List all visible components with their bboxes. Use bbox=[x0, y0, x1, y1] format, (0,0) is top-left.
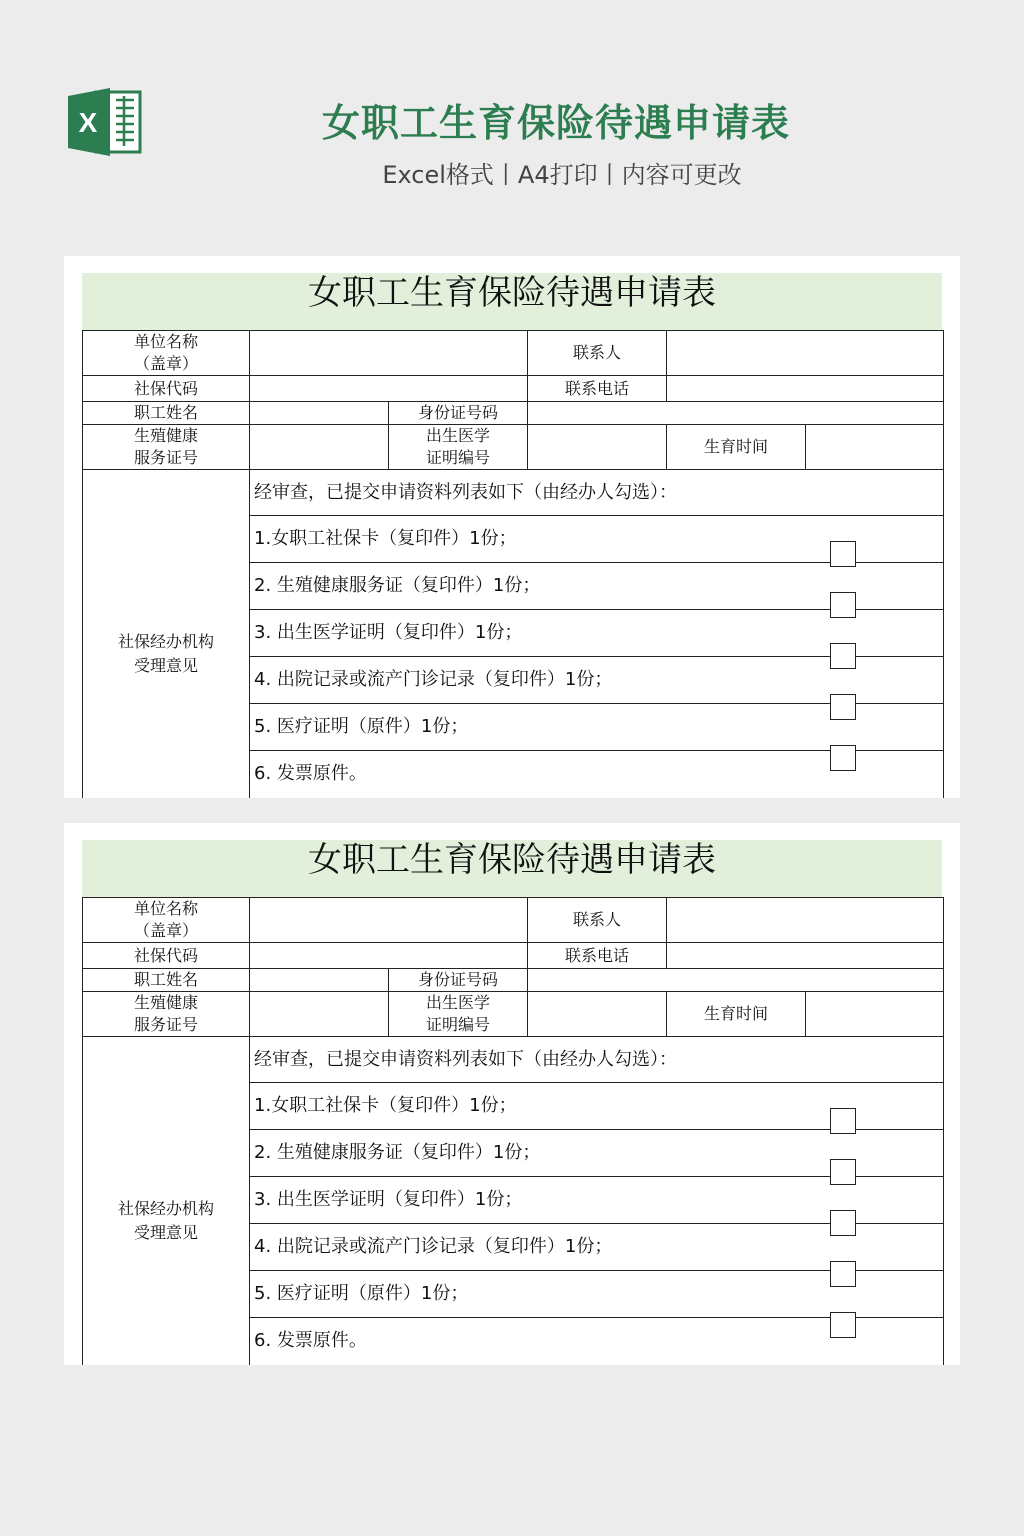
checklist-item: 5. 医疗证明（原件）1份； bbox=[250, 1271, 943, 1318]
contact-phone-field[interactable] bbox=[667, 943, 944, 969]
contact-person-label: 联系人 bbox=[528, 331, 667, 376]
form-preview-1 bbox=[64, 256, 960, 798]
contact-phone-label: 联系电话 bbox=[528, 943, 667, 969]
document-checklist bbox=[250, 470, 944, 799]
birth-time-label: 生育时间 bbox=[667, 425, 806, 470]
checklist-item: 6. 发票原件。 bbox=[254, 1330, 367, 1351]
document-checklist bbox=[250, 1037, 944, 1366]
unit-name-label: 单位名称 （盖章） bbox=[83, 331, 250, 376]
birth-time-label: 生育时间 bbox=[667, 992, 806, 1037]
sheet-title: 女职工生育保险待遇申请表 bbox=[82, 840, 942, 897]
employee-name-label: 职工姓名 bbox=[83, 969, 250, 992]
checklist-item: 4. 出院记录或流产门诊记录（复印件）1份； bbox=[250, 657, 943, 704]
checklist-item: 3. 出生医学证明（复印件）1份； bbox=[250, 610, 943, 657]
page-title: 女职工生育保险待遇申请表 bbox=[321, 101, 790, 145]
social-code-field[interactable] bbox=[250, 376, 528, 402]
employee-name-label: 职工姓名 bbox=[83, 402, 250, 425]
contact-person-field[interactable] bbox=[667, 898, 944, 943]
checklist-item: 2. 生殖健康服务证（复印件）1份； bbox=[250, 563, 943, 610]
birth-time-field[interactable] bbox=[806, 992, 944, 1037]
contact-phone-field[interactable] bbox=[667, 376, 944, 402]
review-text: 经审查，已提交申请资料列表如下（由经办人勾选）： bbox=[250, 470, 943, 516]
medical-cert-field[interactable] bbox=[528, 425, 667, 470]
agency-opinion-label: 社保经办机构 受理意见 bbox=[83, 1037, 250, 1366]
form-table bbox=[82, 330, 944, 798]
sheet-title: 女职工生育保险待遇申请表 bbox=[82, 273, 942, 330]
id-number-label: 身份证号码 bbox=[389, 969, 528, 992]
checklist-item: 5. 医疗证明（原件）1份； bbox=[250, 704, 943, 751]
contact-person-label: 联系人 bbox=[528, 898, 667, 943]
unit-name-field[interactable] bbox=[250, 898, 528, 943]
birth-cert-field[interactable] bbox=[250, 992, 389, 1037]
social-code-label: 社保代码 bbox=[83, 943, 250, 969]
checklist-item: 6. 发票原件。 bbox=[254, 763, 367, 784]
social-code-field[interactable] bbox=[250, 943, 528, 969]
birth-cert-label: 生殖健康 服务证号 bbox=[83, 425, 250, 470]
medical-cert-field[interactable] bbox=[528, 992, 667, 1037]
form-table bbox=[82, 897, 944, 1365]
birth-cert-label: 生殖健康 服务证号 bbox=[83, 992, 250, 1037]
excel-logo-letter: X bbox=[78, 107, 98, 138]
form-preview-2 bbox=[64, 823, 960, 1365]
contact-phone-label: 联系电话 bbox=[528, 376, 667, 402]
review-text: 经审查，已提交申请资料列表如下（由经办人勾选）： bbox=[250, 1037, 943, 1083]
form-sheet bbox=[82, 273, 942, 798]
checklist-item: 2. 生殖健康服务证（复印件）1份； bbox=[250, 1130, 943, 1177]
social-code-label: 社保代码 bbox=[83, 376, 250, 402]
id-number-field[interactable] bbox=[528, 402, 944, 425]
id-number-field[interactable] bbox=[528, 969, 944, 992]
agency-opinion-label: 社保经办机构 受理意见 bbox=[83, 470, 250, 799]
checklist-item: 3. 出生医学证明（复印件）1份； bbox=[250, 1177, 943, 1224]
checklist-item: 1.女职工社保卡（复印件）1份； bbox=[250, 516, 943, 563]
page-subtitle: Excel格式丨A4打印丨内容可更改 bbox=[382, 161, 742, 189]
unit-name-label: 单位名称 （盖章） bbox=[83, 898, 250, 943]
medical-cert-label: 出生医学 证明编号 bbox=[389, 992, 528, 1037]
unit-name-field[interactable] bbox=[250, 331, 528, 376]
id-number-label: 身份证号码 bbox=[389, 402, 528, 425]
excel-icon bbox=[66, 86, 144, 158]
checklist-item: 4. 出院记录或流产门诊记录（复印件）1份； bbox=[250, 1224, 943, 1271]
form-sheet bbox=[82, 840, 942, 1365]
birth-time-field[interactable] bbox=[806, 425, 944, 470]
employee-name-field[interactable] bbox=[250, 969, 389, 992]
employee-name-field[interactable] bbox=[250, 402, 389, 425]
medical-cert-label: 出生医学 证明编号 bbox=[389, 425, 528, 470]
contact-person-field[interactable] bbox=[667, 331, 944, 376]
birth-cert-field[interactable] bbox=[250, 425, 389, 470]
checklist-item: 1.女职工社保卡（复印件）1份； bbox=[250, 1083, 943, 1130]
